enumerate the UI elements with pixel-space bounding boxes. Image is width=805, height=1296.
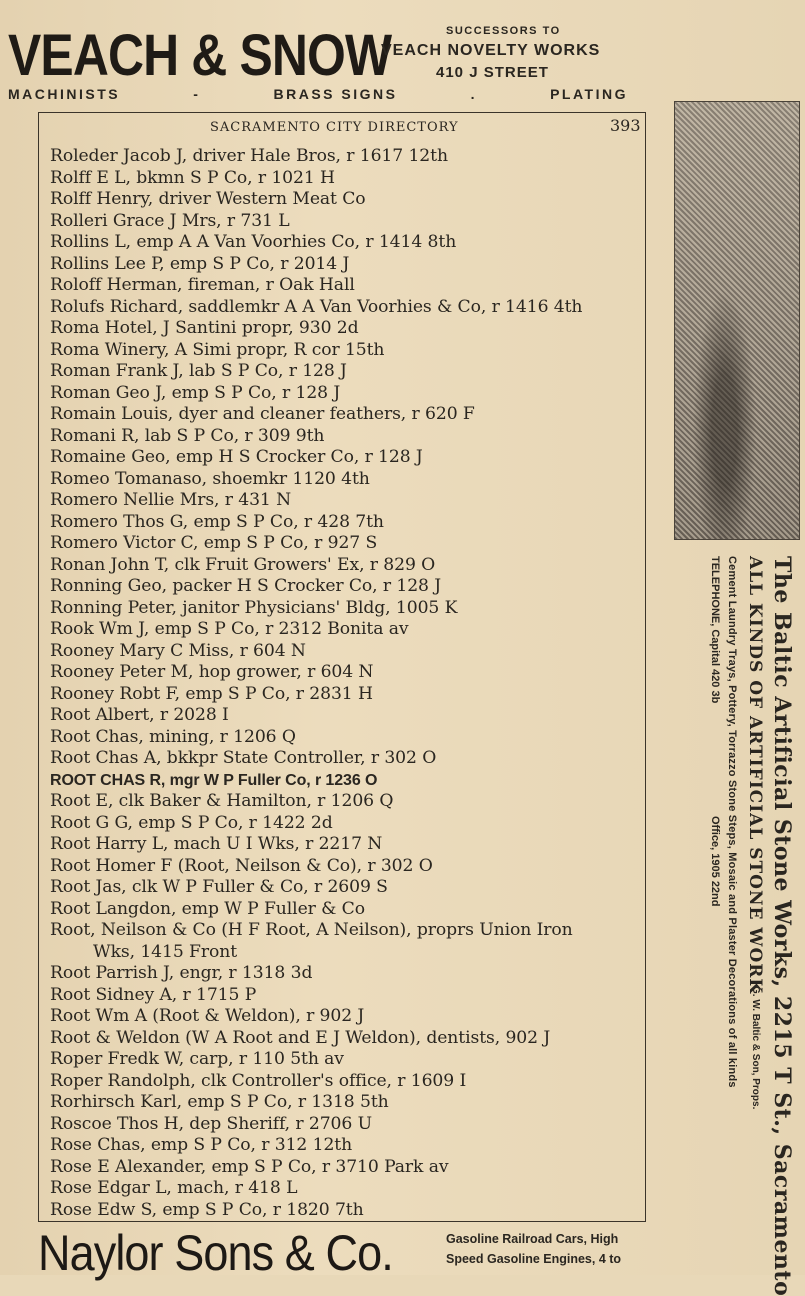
side-ad-title: The Baltic Artificial Stone Works, 2215 T St., Sacramento: [769, 556, 795, 1296]
list-item: Roman Geo J, emp S P Co, r 128 J: [50, 382, 341, 403]
list-item: Romero Nellie Mrs, r 431 N: [50, 490, 292, 510]
list-item: Romain Louis, dyer and cleaner feathers, r 620 F: [50, 404, 475, 424]
list-item: Romero Thos G, emp S P Co, r 428 7th: [50, 511, 384, 532]
side-ad-subtitle: ALL KINDS OF ARTIFICIAL STONE WORK: [745, 556, 765, 995]
bottom-ad-line: Gasoline Railroad Cars, High: [446, 1232, 619, 1246]
list-item: Root Wm A (Root & Weldon), r 902 J: [50, 1006, 365, 1026]
list-item: Rorhirsch Karl, emp S P Co, r 1318 5th: [50, 1092, 389, 1112]
top-advertisement: [0, 0, 805, 108]
trade-machinists: MACHINISTS: [8, 86, 121, 102]
list-item: Roma Hotel, J Santini propr, 930 2d: [50, 318, 359, 338]
list-item: Root Parrish J, engr, r 1318 3d: [50, 963, 313, 983]
trade-brass-signs: BRASS SIGNS: [273, 86, 398, 102]
list-item: Roloff Herman, fireman, r Oak Hall: [50, 275, 355, 295]
list-item: Roma Winery, A Simi propr, R cor 15th: [50, 339, 385, 360]
ad-successors-label: SUCCESSORS TO: [446, 25, 561, 37]
list-item: Roscoe Thos H, dep Sheriff, r 2706 U: [50, 1113, 372, 1134]
list-item: Rose Edw S, emp S P Co, r 1820 7th: [50, 1199, 364, 1220]
list-item: Rolff Henry, driver Western Meat Co: [50, 189, 366, 209]
list-item: Root, Neilson & Co (H F Root, A Neilson), proprs Union Iron: [50, 920, 573, 940]
side-ad-products: Cement Laundry Trays, Pottery, Torrazzo Stone Steps, Mosaic and Plaster Decorations of all kinds: [726, 556, 738, 1088]
list-item: Root Homer F (Root, Neilson & Co), r 302 O: [50, 855, 433, 876]
list-item: Root Jas, clk W P Fuller & Co, r 2609 S: [50, 877, 388, 897]
ad-novelty-works: VEACH NOVELTY WORKS: [381, 42, 601, 59]
page-title: SACRAMENTO CITY DIRECTORY: [210, 120, 459, 135]
list-item: Romero Victor C, emp S P Co, r 927 S: [50, 533, 378, 553]
ad-brand-veach-snow: VEACH & SNOW: [8, 23, 392, 88]
list-item: Ronning Geo, packer H S Crocker Co, r 128 J: [50, 576, 442, 596]
trade-plating: PLATING: [550, 86, 628, 102]
bottom-ad-brand: Naylor Sons & Co.: [38, 1225, 393, 1281]
list-item: Roper Fredk W, carp, r 110 5th av: [50, 1049, 344, 1069]
side-ad-telephone: TELEPHONE, Capital 420 3b: [709, 556, 721, 704]
ad-photo-image: [674, 101, 800, 540]
list-item: Rolufs Richard, saddlemkr A A Van Voorhies & Co, r 1416 4th: [50, 296, 583, 317]
list-item: Roman Frank J, lab S P Co, r 128 J: [50, 361, 347, 381]
list-item: Root Chas, mining, r 1206 Q: [50, 726, 296, 747]
trade-separator: -: [193, 86, 201, 102]
list-item: Romani R, lab S P Co, r 309 9th: [50, 425, 325, 446]
list-item: Ronning Peter, janitor Physicians' Bldg, 1005 K: [50, 597, 458, 618]
list-item: Rooney Peter M, hop grower, r 604 N: [50, 662, 374, 682]
side-ad-office: Office, 1905 22nd: [709, 816, 721, 907]
list-item: Root Chas A, bkkpr State Controller, r 302 O: [50, 748, 437, 768]
list-item: Rollins Lee P, emp S P Co, r 2014 J: [50, 253, 350, 274]
list-item: Root Harry L, mach U I Wks, r 2217 N: [50, 834, 383, 854]
list-item: Root & Weldon (W A Root and E J Weldon), dentists, 902 J: [50, 1027, 551, 1048]
ad-address: 410 J STREET: [436, 64, 549, 81]
list-item: Rose Edgar L, mach, r 418 L: [50, 1178, 298, 1198]
list-item: Roleder Jacob J, driver Hale Bros, r 1617 12th: [50, 146, 448, 166]
list-item-continuation: Wks, 1415 Front: [93, 941, 237, 962]
list-item: Rose E Alexander, emp S P Co, r 3710 Park av: [50, 1156, 449, 1177]
list-item: Rooney Robt F, emp S P Co, r 2831 H: [50, 683, 373, 704]
list-item: Ronan John T, clk Fruit Growers' Ex, r 829 O: [50, 554, 436, 575]
trade-separator: .: [470, 86, 477, 102]
list-item: Rose Chas, emp S P Co, r 312 12th: [50, 1135, 353, 1155]
directory-entries: [50, 146, 644, 1221]
list-item: Root G G, emp S P Co, r 1422 2d: [50, 812, 333, 833]
list-item: Rollins L, emp A A Van Voorhies Co, r 1414 8th: [50, 232, 457, 252]
list-item: Romeo Tomanaso, shoemkr 1120 4th: [50, 468, 370, 489]
list-item: Roper Randolph, clk Controller's office, r 1609 I: [50, 1070, 467, 1091]
side-ad-props: G. W. Baltic & Son, Props.: [750, 986, 761, 1110]
list-item: Root Albert, r 2028 I: [50, 705, 229, 725]
list-item-bold: ROOT CHAS R, mgr W P Fuller Co, r 1236 O: [50, 771, 378, 789]
list-item: Root E, clk Baker & Hamilton, r 1206 Q: [50, 791, 394, 811]
bottom-ad-line: Speed Gasoline Engines, 4 to: [446, 1252, 622, 1266]
side-advertisement: [695, 556, 805, 1296]
list-item: Rook Wm J, emp S P Co, r 2312 Bonita av: [50, 619, 409, 639]
list-item: Root Sidney A, r 1715 P: [50, 984, 257, 1005]
bottom-ad-text: [446, 1229, 676, 1269]
list-item: Rolleri Grace J Mrs, r 731 L: [50, 210, 290, 231]
ad-trades-line: [8, 86, 628, 102]
list-item: Romaine Geo, emp H S Crocker Co, r 128 J: [50, 447, 423, 467]
page-number: 393: [610, 116, 641, 135]
list-item: Rolff E L, bkmn S P Co, r 1021 H: [50, 167, 335, 188]
list-item: Rooney Mary C Miss, r 604 N: [50, 640, 306, 661]
list-item: Root Langdon, emp W P Fuller & Co: [50, 898, 365, 919]
